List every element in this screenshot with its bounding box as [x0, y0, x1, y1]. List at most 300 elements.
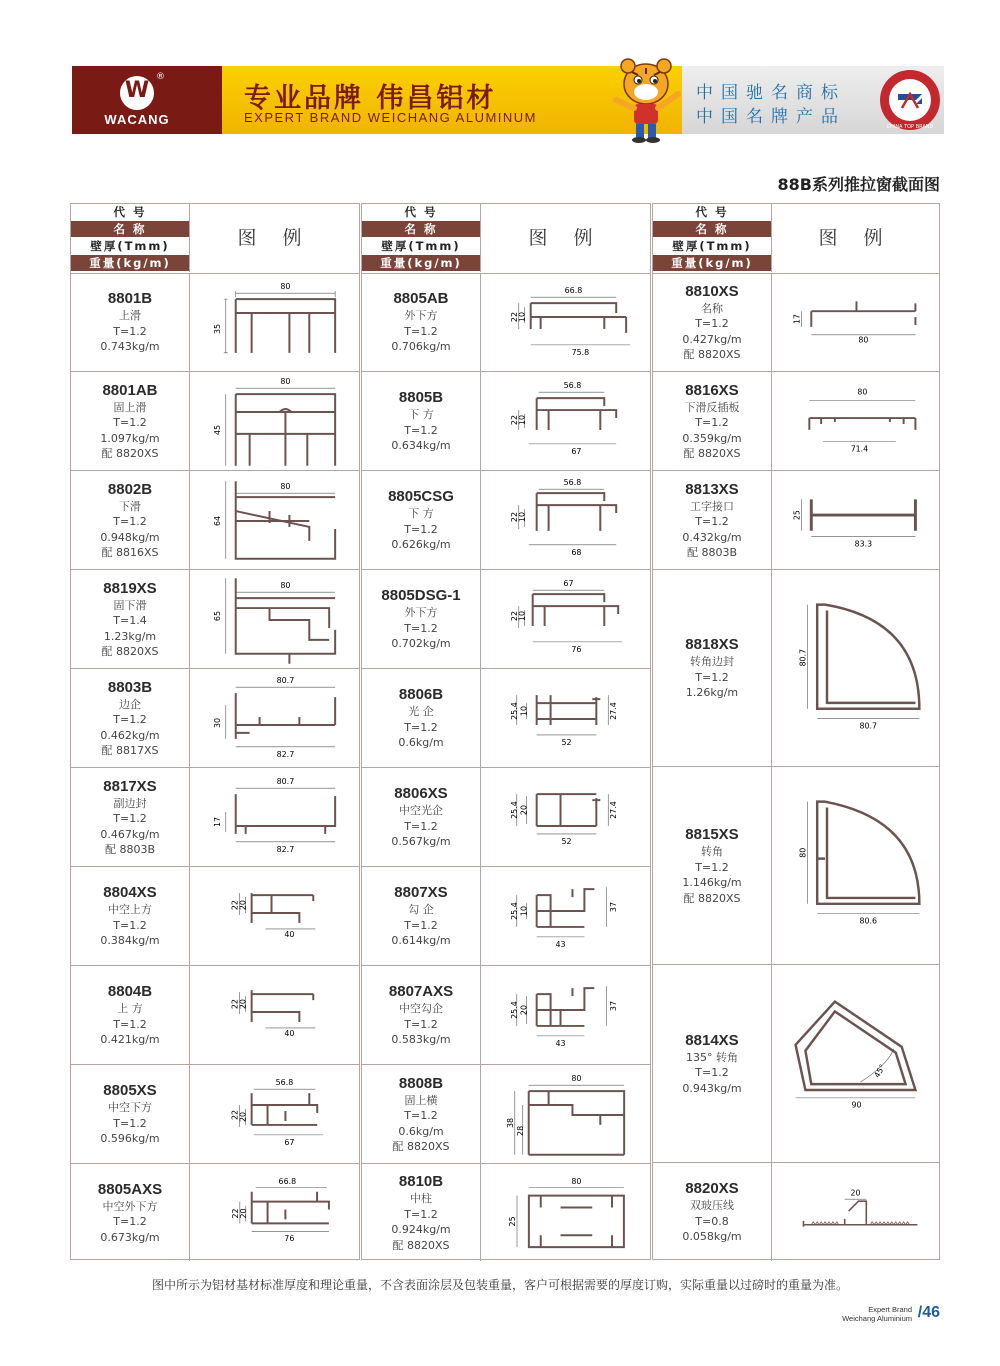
profile-thickness: T=1.2 [695, 515, 729, 528]
profile-thickness: T=1.2 [404, 720, 438, 734]
profile-name: 中空光企 [399, 804, 443, 818]
dim-height-inner: 20 [238, 999, 248, 1010]
profile-figure [480, 867, 650, 965]
section-drawing [190, 669, 359, 767]
section-drawing [481, 1164, 650, 1261]
profile-name: 固上横 [404, 1093, 438, 1107]
dim-height-inner: 10 [519, 905, 529, 917]
profile-info [653, 273, 771, 371]
dim-width: 80 [571, 1074, 582, 1084]
dim-top: 56.8 [563, 381, 582, 391]
profile-name: 固上滑 [113, 400, 147, 414]
dim-height-inner: 20 [238, 1111, 248, 1123]
dim-height: 65 [212, 610, 222, 622]
dim-width: 52 [561, 737, 572, 747]
profile-weight: 0.743kg/m [100, 340, 160, 354]
dim-height-right: 37 [609, 1000, 619, 1012]
header-name: 名 称 [653, 221, 771, 237]
profile-thickness: T=1.2 [695, 670, 729, 684]
section-drawing [481, 1065, 650, 1163]
profile-code: 8819XS [103, 579, 157, 597]
profile-info [653, 471, 771, 569]
profile-weight: 1.097kg/m [100, 431, 160, 445]
profile-figure [480, 768, 650, 866]
profile-figure [189, 867, 359, 965]
profile-code: 8807XS [394, 884, 448, 902]
profile-weight: 1.26kg/m [685, 686, 739, 700]
dim-top: 80 [857, 387, 868, 397]
profile-thickness: T=1.2 [113, 1116, 147, 1130]
dim-height-outer: 22 [509, 610, 519, 622]
profile-pairing: 配 8820XS [683, 348, 741, 361]
profile-thickness: T=1.2 [695, 1066, 729, 1080]
section-drawing [190, 570, 359, 668]
section-drawing [481, 570, 650, 668]
footer-brand [842, 1305, 912, 1323]
profile-figure [480, 1065, 650, 1163]
table-row [653, 273, 939, 372]
profile-name: 中空外下方 [102, 1199, 158, 1213]
dim-height-outer: 22 [509, 511, 519, 523]
profile-weight: 0.706kg/m [391, 340, 451, 354]
profile-pairing: 配 8820XS [392, 1140, 450, 1153]
profile-code: 8805B [398, 389, 444, 407]
dim-width: 52 [561, 836, 572, 846]
profile-weight: 0.6kg/m [398, 1124, 444, 1138]
profile-info [362, 1164, 480, 1261]
profile-weight: 0.596kg/m [100, 1132, 160, 1146]
header-banner [72, 66, 944, 134]
profile-weight: 0.702kg/m [391, 637, 451, 651]
dim-width: 80 [280, 282, 291, 292]
profile-figure [771, 767, 939, 964]
footer-brand-line-2: Weichang Aluminium [842, 1314, 912, 1323]
profile-weight: 1.23kg/m [103, 629, 157, 643]
profile-code: 8806XS [394, 785, 448, 803]
profile-figure [771, 372, 939, 470]
profile-weight: 0.583kg/m [391, 1033, 451, 1047]
table-row [362, 867, 650, 966]
profile-code: 8804XS [103, 884, 157, 902]
profile-figure [189, 1164, 359, 1261]
table-row [362, 1065, 650, 1164]
profile-name: 勾 企 [408, 903, 434, 917]
profile-thickness: T=1.2 [404, 621, 438, 635]
section-drawing [772, 570, 939, 766]
profile-info [362, 570, 480, 668]
header-wall-thickness: 壁厚(Tmm) [90, 239, 170, 253]
dim-width: 80 [280, 377, 291, 387]
profile-name: 中空勾企 [399, 1002, 443, 1016]
profile-code: 8805XS [103, 1082, 157, 1100]
profile-weight: 0.421kg/m [100, 1033, 160, 1047]
profile-code: 8810XS [685, 282, 739, 300]
dim-height-right: 27.4 [609, 801, 619, 819]
tiger-mascot-icon [602, 54, 692, 146]
column-header [71, 204, 359, 274]
registered-mark: ® [156, 72, 165, 82]
profile-name: 边企 [119, 697, 141, 711]
table-row [362, 372, 650, 471]
dim-height-inner: 10 [517, 414, 527, 426]
profile-code: 8813XS [685, 480, 739, 498]
dim-width: 80.6 [859, 916, 878, 926]
profile-figure [189, 1065, 359, 1163]
profile-pairing: 配 8820XS [683, 447, 741, 460]
profile-figure [480, 471, 650, 569]
profile-info [362, 669, 480, 767]
profile-thickness: T=1.4 [113, 614, 147, 627]
table-column-1 [70, 203, 360, 1260]
profile-pairing: 配 8820XS [101, 645, 159, 658]
profile-code: 8817XS [103, 777, 157, 795]
footer-note: 图中所示为铝材基材标准厚度和理论重量，不含表面涂层及包装重量，客户可根据需要的厚度订购，实际重量以过磅时的重量为准。 [151, 1278, 848, 1292]
header-figure: 图 例 [189, 204, 359, 272]
section-drawing [190, 1065, 359, 1163]
profile-thickness: T=1.2 [113, 324, 147, 338]
profile-info [362, 1065, 480, 1163]
section-drawing [190, 1164, 359, 1261]
dim-height: 45 [212, 424, 222, 436]
dim-top: 80.7 [276, 777, 295, 787]
dim-width: 90 [851, 1100, 862, 1110]
profile-thickness: T=1.2 [404, 1109, 438, 1122]
profile-weight: 0.626kg/m [391, 538, 451, 552]
profile-figure [480, 570, 650, 668]
header-wall-thickness: 壁厚(Tmm) [672, 239, 752, 253]
honors-block [682, 66, 944, 134]
profile-figure [189, 570, 359, 668]
profile-pairing: 配 8820XS [683, 891, 741, 905]
china-top-brand-seal-icon [878, 68, 942, 132]
section-drawing [772, 965, 939, 1162]
section-drawing [772, 1163, 939, 1261]
profile-code: 8804B [107, 983, 153, 1001]
profile-code: 8807AXS [388, 983, 454, 1001]
profile-code: 8818XS [685, 636, 739, 654]
brand-name: WACANG [104, 112, 170, 127]
profile-figure [771, 471, 939, 569]
table-row [362, 669, 650, 768]
column-header [362, 204, 650, 274]
profile-weight: 0.567kg/m [391, 835, 451, 849]
profile-name: 下 方 [408, 507, 434, 521]
dim-bottom: 67 [571, 446, 582, 456]
dim-width: 80.7 [859, 721, 878, 731]
table-row [71, 570, 359, 669]
profile-info [71, 372, 189, 470]
profile-weight: 0.614kg/m [391, 934, 451, 948]
profile-info [653, 570, 771, 766]
dim-height-inner: 10 [517, 511, 527, 523]
profile-name: 转角边封 [690, 655, 734, 669]
table-row [362, 471, 650, 570]
section-drawing [772, 372, 939, 470]
dim-bottom: 75.8 [571, 347, 590, 357]
table-column-2 [361, 203, 651, 1260]
profile-figure [189, 471, 359, 569]
dim-height-outer: 25.4 [509, 1001, 519, 1019]
dim-width: 80 [571, 1176, 582, 1186]
dim-width: 80 [858, 335, 869, 345]
profile-name: 中空上方 [108, 903, 152, 917]
profile-name: 外下方 [404, 309, 438, 323]
table-row [653, 1163, 939, 1261]
wacang-logo-icon [120, 76, 154, 110]
profile-weight: 0.058kg/m [682, 1230, 742, 1244]
dim-bottom: 67 [284, 1137, 295, 1147]
section-drawing [772, 273, 939, 371]
profile-name: 名称 [701, 301, 723, 315]
section-drawing [772, 471, 939, 569]
dim-height-inner: 10 [517, 311, 527, 323]
profile-thickness: T=1.2 [113, 713, 147, 726]
profile-name: 下滑 [119, 499, 141, 513]
profile-figure [771, 273, 939, 371]
header-figure: 图 例 [771, 204, 939, 272]
profile-weight: 0.427kg/m [682, 332, 742, 346]
table-row [71, 867, 359, 966]
profile-info [71, 768, 189, 866]
header-code: 代 号 [695, 205, 729, 219]
dim-angle: 45° [872, 1062, 888, 1080]
header-code: 代 号 [113, 205, 147, 219]
table-row [653, 965, 939, 1163]
profile-thickness: T=1.2 [113, 1017, 147, 1031]
dim-height-right: 27.4 [609, 702, 619, 720]
section-drawing [481, 372, 650, 470]
header-weight: 重量(kg/m) [71, 255, 189, 271]
dim-height-outer: 22 [509, 311, 519, 323]
profile-table [70, 203, 940, 1260]
slogan-en: EXPERT BRAND WEICHANG ALUMINUM [244, 110, 538, 125]
profile-weight: 0.673kg/m [100, 1230, 160, 1244]
brand-block [72, 66, 222, 134]
profile-code: 8805AXS [97, 1180, 163, 1198]
dim-height-inner: 10 [519, 705, 529, 717]
section-drawing [190, 867, 359, 965]
table-row [653, 570, 939, 767]
dim-width: 40 [284, 929, 295, 939]
table-column-3 [652, 203, 940, 1260]
profile-name: 双玻压线 [690, 1199, 734, 1213]
section-drawing [481, 669, 650, 767]
logo-mark: W [124, 78, 150, 103]
dim-width: 80 [280, 581, 291, 591]
profile-thickness: T=1.2 [695, 317, 729, 330]
table-row [71, 768, 359, 867]
dim-bottom: 71.4 [850, 444, 869, 454]
table-row [653, 372, 939, 471]
profile-figure [189, 966, 359, 1064]
profile-thickness: T=1.2 [113, 416, 147, 429]
profile-weight: 0.943kg/m [682, 1081, 742, 1095]
profile-info [71, 966, 189, 1064]
profile-code: 8810B [398, 1173, 444, 1190]
profile-pairing: 配 8816XS [101, 546, 159, 559]
table-row [71, 1065, 359, 1164]
dim-height: 64 [212, 515, 222, 527]
profile-info [71, 471, 189, 569]
profile-figure [480, 1164, 650, 1261]
section-drawing [481, 273, 650, 371]
profile-name: 下滑反插板 [684, 400, 740, 414]
page-number: /46 [917, 1304, 940, 1321]
profile-figure [771, 1163, 939, 1261]
profile-name: 中空下方 [108, 1101, 152, 1115]
dim-height: 30 [212, 717, 222, 729]
header-figure: 图 例 [480, 204, 650, 272]
dim-height: 17 [792, 314, 802, 325]
dim-bottom: 76 [284, 1234, 295, 1244]
profile-name: 下 方 [408, 408, 434, 422]
profile-info [653, 965, 771, 1162]
section-drawing [190, 966, 359, 1064]
dim-height: 80.7 [798, 648, 808, 667]
table-row [71, 966, 359, 1065]
dim-bottom: 68 [571, 547, 582, 557]
table-row [362, 1164, 650, 1261]
section-drawing [481, 768, 650, 866]
profile-name: 副边封 [113, 796, 147, 810]
dim-height: 17 [212, 816, 222, 828]
profile-code: 8805CSG [388, 488, 454, 506]
profile-thickness: T=1.2 [404, 324, 438, 338]
table-row [71, 1164, 359, 1261]
dim-width: 20 [850, 1188, 861, 1198]
section-drawing [190, 273, 359, 371]
dim-height: 25 [792, 510, 802, 521]
profile-figure [480, 372, 650, 470]
profile-info [71, 669, 189, 767]
dim-height-inner: 10 [517, 610, 527, 622]
profile-info [362, 867, 480, 965]
table-row [362, 966, 650, 1065]
profile-thickness: T=1.2 [113, 1215, 147, 1229]
profile-code: 8802B [107, 480, 153, 498]
profile-name: 135° 转角 [686, 1050, 738, 1064]
dim-height-inner: 20 [238, 900, 248, 911]
dim-height-outer: 25.4 [509, 702, 519, 720]
profile-info [653, 767, 771, 964]
dim-top: 66.8 [278, 1176, 297, 1186]
dim-top: 67 [563, 579, 574, 589]
table-row [653, 767, 939, 965]
page-title: 88B系列推拉窗截面图 [777, 175, 940, 194]
dim-width: 43 [555, 939, 566, 949]
profile-info [362, 273, 480, 371]
dim-height-outer: 22 [230, 1109, 240, 1121]
profile-thickness: T=1.2 [404, 1017, 438, 1031]
profile-info [71, 1065, 189, 1163]
dim-top: 80.7 [276, 676, 295, 686]
profile-info [653, 1163, 771, 1261]
profile-code: 8814XS [685, 1031, 739, 1049]
profile-thickness: T=1.2 [404, 1207, 438, 1221]
profile-figure [480, 966, 650, 1064]
honor-line-2: 中国名牌产品 [696, 107, 846, 127]
section-drawing [190, 471, 359, 569]
profile-thickness: T=1.2 [404, 819, 438, 833]
table-row [362, 273, 650, 372]
profile-thickness: T=1.2 [695, 416, 729, 429]
section-drawing [190, 768, 359, 866]
profile-weight: 0.462kg/m [100, 728, 160, 742]
table-row [71, 273, 359, 372]
table-row [653, 471, 939, 570]
header-name: 名 称 [71, 221, 189, 237]
profile-weight: 0.384kg/m [100, 934, 160, 948]
profile-code: 8801B [107, 290, 153, 308]
header-name: 名 称 [362, 221, 480, 237]
dim-width: 40 [284, 1028, 295, 1038]
profile-pairing: 配 8820XS [392, 1238, 450, 1252]
slogan-cn: 专业品牌 伟昌铝材 [244, 83, 497, 114]
section-drawing [190, 372, 359, 470]
profile-weight: 0.467kg/m [100, 827, 160, 841]
dim-height-outer: 22 [230, 1208, 240, 1219]
table-row [362, 768, 650, 867]
profile-weight: 0.6kg/m [398, 736, 444, 750]
profile-name: 中柱 [410, 1192, 432, 1205]
profile-thickness: T=1.2 [404, 918, 438, 932]
profile-figure [189, 669, 359, 767]
profile-name: 工字接口 [690, 499, 734, 513]
profile-name: 上 方 [117, 1002, 143, 1016]
profile-name: 外下方 [404, 606, 438, 620]
profile-info [362, 966, 480, 1064]
profile-thickness: T=1.2 [695, 860, 729, 874]
profile-info [71, 273, 189, 371]
header-weight: 重量(kg/m) [362, 255, 480, 271]
dim-height-inner: 20 [519, 1004, 529, 1016]
dim-height: 25 [508, 1216, 518, 1227]
profile-code: 8815XS [685, 826, 739, 843]
profile-thickness: T=1.2 [113, 515, 147, 528]
profile-thickness: T=0.8 [695, 1214, 729, 1228]
profile-figure [771, 570, 939, 766]
footer-brand-line-1: Expert Brand [868, 1305, 912, 1314]
honor-line-1: 中国驰名商标 [696, 83, 846, 103]
profile-code: 8808B [398, 1074, 444, 1092]
profile-info [71, 1164, 189, 1261]
profile-figure [480, 669, 650, 767]
profile-name: 光 企 [408, 705, 434, 719]
section-drawing [481, 471, 650, 569]
profile-code: 8803B [107, 678, 153, 696]
dim-height: 35 [212, 323, 222, 335]
profile-figure [189, 273, 359, 371]
profile-info [362, 471, 480, 569]
header-code: 代 号 [404, 205, 438, 219]
dim-width: 83.3 [854, 539, 873, 549]
profile-weight: 0.924kg/m [391, 1223, 451, 1236]
dim-height-outer: 22 [230, 999, 240, 1010]
dim-height-outer: 25.4 [509, 801, 519, 819]
profile-weight: 0.432kg/m [682, 530, 742, 544]
table-row [71, 471, 359, 570]
dim-height-outer: 38 [505, 1117, 515, 1129]
header-weight: 重量(kg/m) [653, 255, 771, 271]
profile-info [71, 867, 189, 965]
profile-code: 8801AB [102, 381, 158, 399]
profile-weight: 1.146kg/m [682, 876, 742, 889]
header-wall-thickness: 壁厚(Tmm) [381, 239, 461, 253]
dim-bottom: 82.7 [276, 749, 295, 759]
dim-height-inner: 20 [519, 804, 529, 816]
profile-name: 转角 [701, 845, 723, 858]
profile-name: 上滑 [119, 309, 141, 323]
